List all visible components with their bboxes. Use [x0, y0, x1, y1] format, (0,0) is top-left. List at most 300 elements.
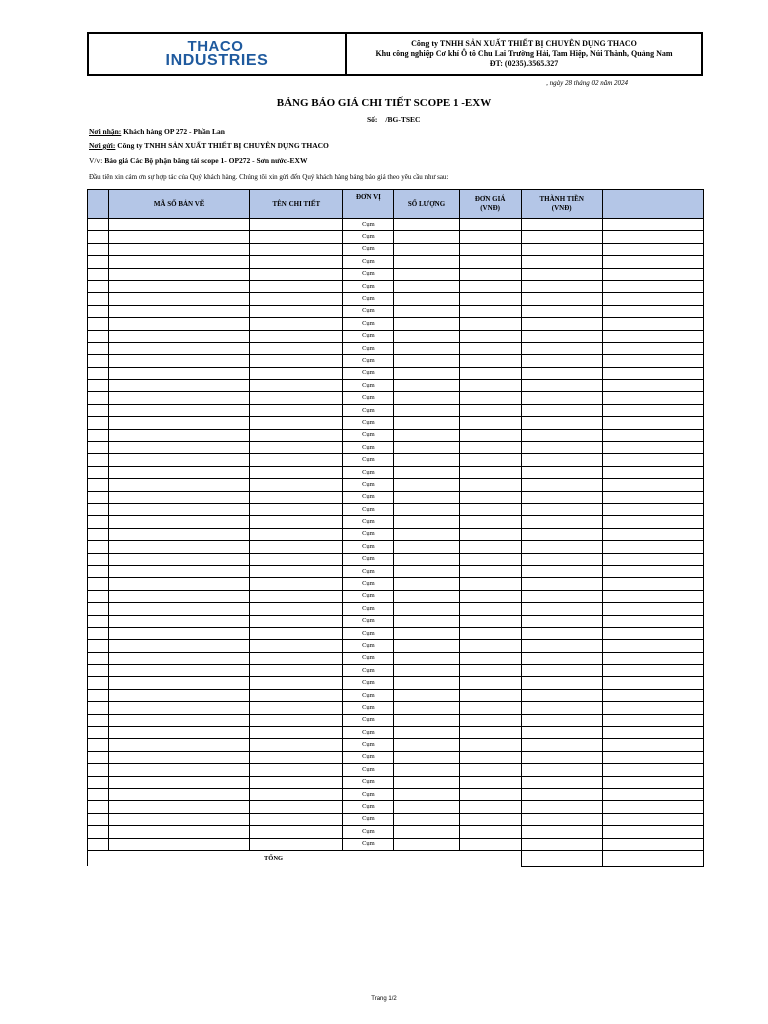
- total-label: TỔNG: [88, 850, 460, 866]
- table-cell: [88, 454, 109, 466]
- table-cell: [394, 516, 459, 528]
- sender-line: [89, 141, 329, 150]
- unit-cell: Cụm: [343, 243, 394, 255]
- table-cell: [521, 380, 602, 392]
- table-cell: [394, 838, 459, 850]
- table-cell: [521, 355, 602, 367]
- table-cell: [88, 714, 109, 726]
- unit-cell: Cụm: [343, 330, 394, 342]
- table-cell: [88, 380, 109, 392]
- table-cell: [521, 516, 602, 528]
- table-cell: [109, 404, 250, 416]
- table-cell: [250, 776, 343, 788]
- table-cell: [394, 764, 459, 776]
- unit-cell: Cụm: [343, 813, 394, 825]
- table-row: [88, 776, 704, 788]
- table-cell: [394, 578, 459, 590]
- table-cell: [250, 442, 343, 454]
- table-cell: [109, 565, 250, 577]
- table-cell: [109, 627, 250, 639]
- table-cell: [250, 751, 343, 763]
- table-cell: [250, 689, 343, 701]
- table-cell: [250, 491, 343, 503]
- table-cell: [602, 479, 703, 491]
- table-cell: [250, 764, 343, 776]
- table-cell: [109, 318, 250, 330]
- table-row: [88, 615, 704, 627]
- table-cell: [109, 826, 250, 838]
- doc-no-label: Số:: [367, 115, 378, 124]
- table-cell: [394, 503, 459, 515]
- table-cell: [459, 603, 521, 615]
- table-cell: [109, 355, 250, 367]
- table-cell: [602, 280, 703, 292]
- unit-cell: Cụm: [343, 355, 394, 367]
- table-cell: [109, 788, 250, 800]
- unit-cell: Cụm: [343, 689, 394, 701]
- table-cell: [250, 305, 343, 317]
- table-row: [88, 466, 704, 478]
- table-cell: [521, 578, 602, 590]
- table-cell: [521, 256, 602, 268]
- table-cell: [394, 541, 459, 553]
- table-row: [88, 689, 704, 701]
- table-cell: [250, 553, 343, 565]
- table-cell: [459, 231, 521, 243]
- unit-cell: Cụm: [343, 516, 394, 528]
- unit-cell: Cụm: [343, 553, 394, 565]
- table-cell: [250, 243, 343, 255]
- table-cell: [459, 727, 521, 739]
- table-cell: [459, 305, 521, 317]
- table-cell: [250, 727, 343, 739]
- table-cell: [88, 516, 109, 528]
- col-header-unit-price: ĐƠN GIÁ (VNĐ): [459, 190, 521, 219]
- table-cell: [459, 219, 521, 231]
- table-cell: [109, 590, 250, 602]
- table-cell: [250, 342, 343, 354]
- table-cell: [521, 528, 602, 540]
- unit-cell: Cụm: [343, 764, 394, 776]
- table-cell: [459, 392, 521, 404]
- subject-value: Báo giá Các Bộ phận băng tải scope 1- OP272 - Sơn nước-EXW: [102, 156, 308, 165]
- page-footer: Trang 1/2: [371, 996, 397, 1002]
- table-cell: [250, 318, 343, 330]
- table-row: [88, 553, 704, 565]
- table-cell: [250, 392, 343, 404]
- table-cell: [521, 714, 602, 726]
- table-body: [88, 219, 704, 867]
- unit-cell: Cụm: [343, 751, 394, 763]
- table-cell: [88, 219, 109, 231]
- unit-cell: Cụm: [343, 367, 394, 379]
- table-cell: [250, 615, 343, 627]
- table-cell: [109, 367, 250, 379]
- unit-cell: Cụm: [343, 404, 394, 416]
- table-cell: [459, 751, 521, 763]
- table-cell: [459, 764, 521, 776]
- table-cell: [394, 491, 459, 503]
- table-cell: [109, 280, 250, 292]
- unit-cell: Cụm: [343, 442, 394, 454]
- table-cell: [250, 429, 343, 441]
- table-cell: [459, 813, 521, 825]
- unit-cell: Cụm: [343, 565, 394, 577]
- table-cell: [88, 479, 109, 491]
- table-cell: [602, 590, 703, 602]
- table-cell: [459, 801, 521, 813]
- table-cell: [394, 739, 459, 751]
- table-cell: [459, 826, 521, 838]
- total-blank-cell: [459, 850, 521, 866]
- unit-cell: Cụm: [343, 826, 394, 838]
- table-cell: [109, 640, 250, 652]
- unit-cell: Cụm: [343, 578, 394, 590]
- table-cell: [394, 479, 459, 491]
- table-row: [88, 590, 704, 602]
- table-cell: [602, 503, 703, 515]
- table-cell: [394, 813, 459, 825]
- subject-line: [89, 156, 307, 165]
- table-cell: [109, 466, 250, 478]
- table-cell: [521, 219, 602, 231]
- unit-cell: Cụm: [343, 479, 394, 491]
- table-cell: [109, 231, 250, 243]
- table-cell: [88, 305, 109, 317]
- table-cell: [459, 293, 521, 305]
- table-cell: [602, 764, 703, 776]
- recipient-label: Nơi nhận:: [89, 127, 122, 136]
- table-cell: [250, 640, 343, 652]
- table-cell: [459, 516, 521, 528]
- table-cell: [521, 417, 602, 429]
- table-cell: [459, 454, 521, 466]
- table-cell: [250, 714, 343, 726]
- table-cell: [602, 392, 703, 404]
- table-cell: [88, 578, 109, 590]
- unit-cell: Cụm: [343, 380, 394, 392]
- table-cell: [88, 565, 109, 577]
- table-cell: [394, 553, 459, 565]
- table-cell: [250, 466, 343, 478]
- table-cell: [602, 553, 703, 565]
- table-cell: [88, 342, 109, 354]
- unit-cell: Cụm: [343, 603, 394, 615]
- table-cell: [521, 565, 602, 577]
- table-cell: [394, 677, 459, 689]
- unit-cell: Cụm: [343, 454, 394, 466]
- table-cell: [602, 739, 703, 751]
- unit-cell: Cụm: [343, 417, 394, 429]
- table-cell: [602, 801, 703, 813]
- table-cell: [250, 268, 343, 280]
- company-phone: ĐT: (0235).3565.327: [489, 59, 559, 68]
- table-cell: [521, 330, 602, 342]
- table-cell: [394, 528, 459, 540]
- table-cell: [459, 714, 521, 726]
- intro-text: Đầu tiên xin cám ơn sự hợp tác của Quý khách hàng. Chúng tôi xin gửi đến Quý khách hàng bảng báo giá theo yêu cầu như sau:: [89, 173, 449, 181]
- table-cell: [459, 466, 521, 478]
- logo-line2: INDUSTRIES: [165, 52, 269, 69]
- table-cell: [109, 305, 250, 317]
- unit-cell: Cụm: [343, 541, 394, 553]
- table-cell: [602, 528, 703, 540]
- unit-cell: Cụm: [343, 528, 394, 540]
- unit-cell: Cụm: [343, 491, 394, 503]
- table-cell: [394, 318, 459, 330]
- table-row: [88, 367, 704, 379]
- table-row: [88, 392, 704, 404]
- logo-cell: [89, 34, 347, 74]
- table-cell: [602, 578, 703, 590]
- table-cell: [88, 727, 109, 739]
- table-cell: [88, 640, 109, 652]
- unit-cell: Cụm: [343, 677, 394, 689]
- table-cell: [459, 578, 521, 590]
- table-row: [88, 330, 704, 342]
- table-cell: [88, 813, 109, 825]
- table-cell: [459, 702, 521, 714]
- table-cell: [394, 305, 459, 317]
- table-cell: [602, 491, 703, 503]
- table-cell: [459, 739, 521, 751]
- table-cell: [88, 689, 109, 701]
- table-row: [88, 442, 704, 454]
- table-row: [88, 417, 704, 429]
- table-row: [88, 764, 704, 776]
- table-cell: [602, 665, 703, 677]
- table-row: [88, 503, 704, 515]
- table-row: [88, 491, 704, 503]
- table-cell: [250, 417, 343, 429]
- table-cell: [88, 293, 109, 305]
- table-cell: [88, 615, 109, 627]
- table-cell: [394, 751, 459, 763]
- table-cell: [394, 392, 459, 404]
- table-cell: [602, 293, 703, 305]
- table-cell: [602, 689, 703, 701]
- table-cell: [109, 578, 250, 590]
- table-row: [88, 578, 704, 590]
- table-cell: [109, 689, 250, 701]
- table-cell: [88, 652, 109, 664]
- table-cell: [521, 640, 602, 652]
- table-cell: [109, 256, 250, 268]
- table-cell: [109, 603, 250, 615]
- table-row: [88, 342, 704, 354]
- table-cell: [521, 231, 602, 243]
- table-cell: [521, 318, 602, 330]
- table-cell: [602, 318, 703, 330]
- table-cell: [250, 801, 343, 813]
- table-cell: [521, 392, 602, 404]
- table-row: [88, 640, 704, 652]
- table-cell: [602, 243, 703, 255]
- table-cell: [521, 751, 602, 763]
- table-row: [88, 355, 704, 367]
- table-cell: [250, 541, 343, 553]
- table-cell: [250, 665, 343, 677]
- table-cell: [521, 788, 602, 800]
- table-cell: [521, 627, 602, 639]
- table-cell: [459, 479, 521, 491]
- table-cell: [394, 429, 459, 441]
- table-cell: [109, 528, 250, 540]
- table-cell: [521, 838, 602, 850]
- table-row: [88, 751, 704, 763]
- table-row: [88, 541, 704, 553]
- table-cell: [109, 801, 250, 813]
- table-cell: [394, 417, 459, 429]
- table-cell: [394, 280, 459, 292]
- sender-value: Công ty TNHH SẢN XUẤT THIẾT BỊ CHUYÊN DỤNG THACO: [115, 141, 329, 150]
- table-row: [88, 268, 704, 280]
- table-row: [88, 565, 704, 577]
- table-cell: [109, 429, 250, 441]
- table-cell: [250, 627, 343, 639]
- unit-cell: Cụm: [343, 503, 394, 515]
- table-row: [88, 788, 704, 800]
- table-cell: [109, 491, 250, 503]
- table-cell: [88, 243, 109, 255]
- table-cell: [394, 342, 459, 354]
- table-cell: [521, 367, 602, 379]
- table-cell: [88, 665, 109, 677]
- table-cell: [109, 764, 250, 776]
- table-cell: [394, 826, 459, 838]
- table-cell: [394, 727, 459, 739]
- unit-cell: Cụm: [343, 714, 394, 726]
- table-cell: [459, 528, 521, 540]
- table-row: [88, 627, 704, 639]
- table-cell: [109, 727, 250, 739]
- col-header-amount: THÀNH TIỀN (VNĐ): [521, 190, 602, 219]
- table-cell: [602, 256, 703, 268]
- table-row: [88, 813, 704, 825]
- col-header-drawing-no: MÃ SỐ BẢN VẼ: [109, 190, 250, 219]
- table-cell: [250, 677, 343, 689]
- table-cell: [250, 454, 343, 466]
- table-cell: [459, 553, 521, 565]
- table-cell: [250, 256, 343, 268]
- table-cell: [521, 268, 602, 280]
- table-cell: [88, 491, 109, 503]
- table-header-row: [88, 190, 704, 219]
- col-header-unit: ĐƠN VỊ: [343, 190, 394, 219]
- table-cell: [109, 677, 250, 689]
- table-row: [88, 231, 704, 243]
- table-row: [88, 429, 704, 441]
- table-cell: [521, 479, 602, 491]
- document-title: BẢNG BÁO GIÁ CHI TIẾT SCOPE 1 -EXW: [276, 97, 492, 109]
- table-row: [88, 528, 704, 540]
- table-cell: [459, 404, 521, 416]
- table-cell: [88, 590, 109, 602]
- table-cell: [88, 231, 109, 243]
- unit-cell: Cụm: [343, 293, 394, 305]
- table-cell: [109, 268, 250, 280]
- table-row: [88, 305, 704, 317]
- table-cell: [521, 491, 602, 503]
- table-cell: [521, 429, 602, 441]
- table-cell: [88, 367, 109, 379]
- table-cell: [521, 590, 602, 602]
- unit-cell: Cụm: [343, 627, 394, 639]
- table-cell: [602, 355, 703, 367]
- table-row: [88, 219, 704, 231]
- table-cell: [109, 342, 250, 354]
- table-cell: [459, 677, 521, 689]
- table-row: [88, 404, 704, 416]
- table-cell: [394, 256, 459, 268]
- table-cell: [88, 776, 109, 788]
- table-cell: [602, 615, 703, 627]
- table-cell: [88, 355, 109, 367]
- table-cell: [88, 318, 109, 330]
- col-header-part-name: TÊN CHI TIẾT: [250, 190, 343, 219]
- table-cell: [521, 689, 602, 701]
- table-cell: [459, 665, 521, 677]
- table-cell: [459, 355, 521, 367]
- table-cell: [602, 751, 703, 763]
- table-cell: [459, 541, 521, 553]
- table-row: [88, 479, 704, 491]
- table-cell: [602, 826, 703, 838]
- table-cell: [250, 826, 343, 838]
- table-cell: [109, 454, 250, 466]
- unit-cell: Cụm: [343, 801, 394, 813]
- table-cell: [88, 702, 109, 714]
- document-number: [367, 115, 428, 124]
- table-cell: [521, 342, 602, 354]
- table-cell: [109, 751, 250, 763]
- table-cell: [602, 466, 703, 478]
- table-cell: [602, 268, 703, 280]
- table-cell: [394, 714, 459, 726]
- table-cell: [459, 640, 521, 652]
- table-row: [88, 826, 704, 838]
- table-cell: [394, 702, 459, 714]
- table-cell: [250, 219, 343, 231]
- table-cell: [459, 503, 521, 515]
- table-cell: [88, 330, 109, 342]
- table-cell: [88, 528, 109, 540]
- recipient-value: Khách hàng OP 272 - Phần Lan: [121, 127, 225, 136]
- table-cell: [602, 305, 703, 317]
- doc-no-value: /BG-TSEC: [385, 115, 421, 124]
- table-cell: [602, 219, 703, 231]
- unit-cell: Cụm: [343, 305, 394, 317]
- table-row: [88, 256, 704, 268]
- table-cell: [109, 442, 250, 454]
- table-cell: [459, 838, 521, 850]
- table-cell: [394, 293, 459, 305]
- unit-cell: Cụm: [343, 280, 394, 292]
- table-row: [88, 665, 704, 677]
- table-cell: [521, 652, 602, 664]
- table-cell: [459, 442, 521, 454]
- table-row: [88, 801, 704, 813]
- table-row: [88, 727, 704, 739]
- quotation-table: [87, 189, 704, 867]
- table-cell: [250, 280, 343, 292]
- table-cell: [109, 293, 250, 305]
- table-cell: [88, 627, 109, 639]
- table-cell: [602, 429, 703, 441]
- letterhead: [87, 32, 703, 76]
- table-cell: [602, 677, 703, 689]
- table-cell: [459, 243, 521, 255]
